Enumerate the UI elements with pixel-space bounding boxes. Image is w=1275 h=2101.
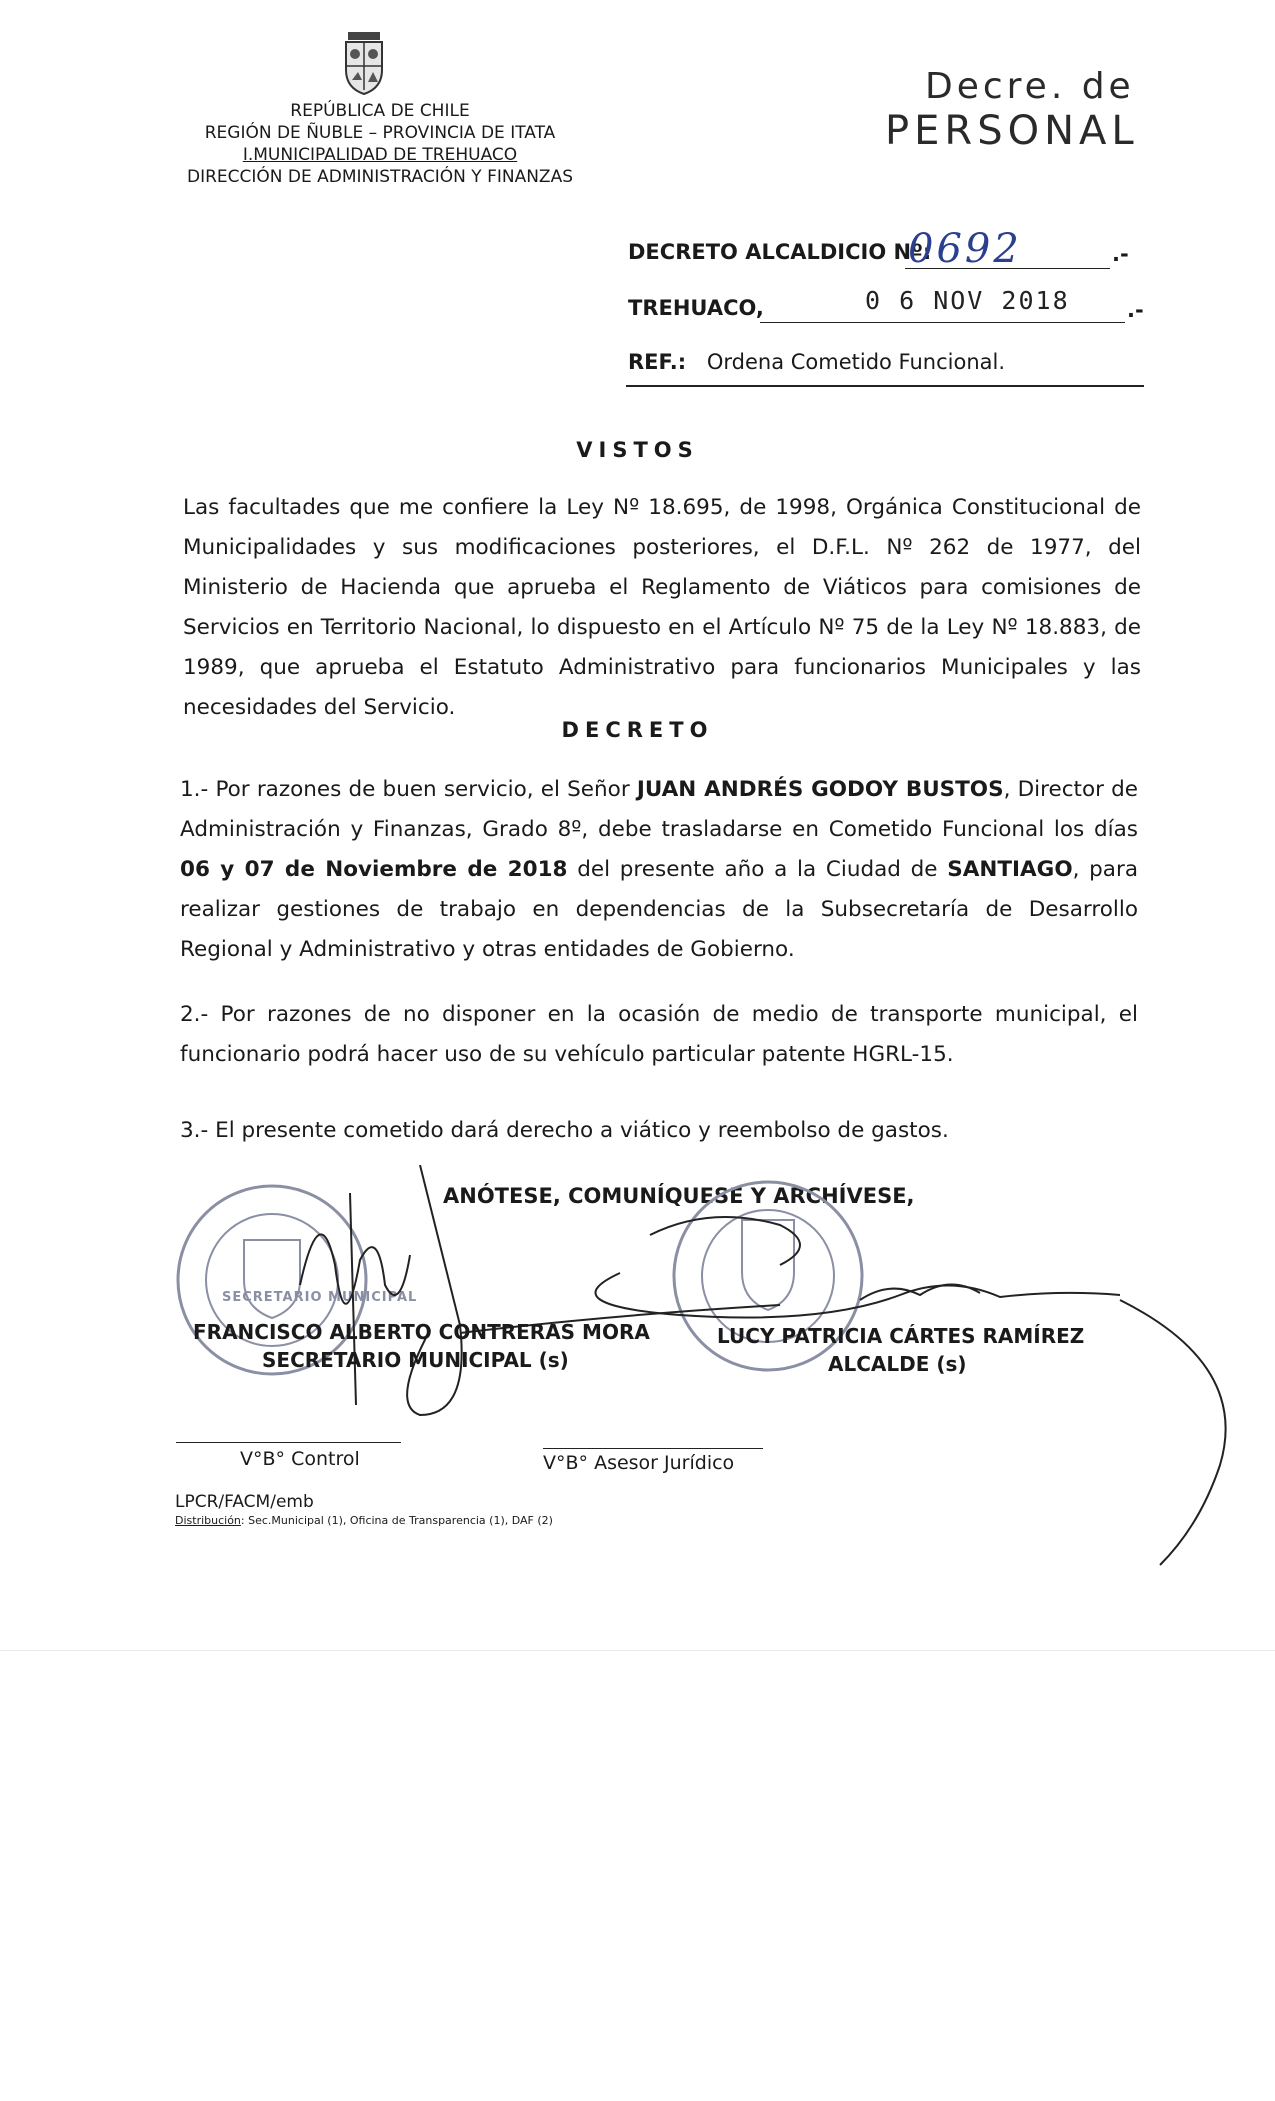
- date-stamp: 0 6 NOV 2018: [865, 286, 1070, 315]
- ref-underline: [626, 385, 1144, 387]
- legal-approval: V°B° Asesor Jurídico: [543, 1452, 735, 1474]
- p1-city: SANTIAGO: [947, 857, 1073, 882]
- p1-part-b: , Director de Administración y Finanzas, Grado 8º, debe trasladarse en Cometido Funcional los días: [180, 777, 1139, 842]
- closing-formula: ANÓTESE, COMUNÍQUESE Y ARCHÍVESE,: [443, 1184, 915, 1208]
- distribution-text: : Sec.Municipal (1), Oficina de Transparencia (1), DAF (2): [240, 1514, 553, 1527]
- stamp-decre-de: Decre. de: [925, 66, 1135, 107]
- left-signatory-title: SECRETARIO MUNICIPAL (s): [262, 1348, 569, 1372]
- control-line: [176, 1442, 401, 1443]
- ref-label: REF.:: [628, 350, 687, 374]
- p1-part-a: 1.- Por razones de buen servicio, el Señor: [180, 777, 637, 802]
- right-signatory-name: LUCY PATRICIA CÁRTES RAMÍREZ: [717, 1324, 1085, 1348]
- decreto-paragraph-3: 3.- El presente cometido dará derecho a viático y reembolso de gastos.: [180, 1118, 949, 1143]
- legal-line: [543, 1448, 763, 1449]
- coat-of-arms-icon: [342, 30, 386, 96]
- left-signatory-name: FRANCISCO ALBERTO CONTRERAS MORA: [193, 1320, 650, 1344]
- blank-area: [0, 1650, 1275, 2101]
- p1-employee-name: JUAN ANDRÉS GODOY BUSTOS: [636, 777, 1004, 802]
- place-suffix: .-: [1127, 298, 1144, 322]
- footer-distribution: [175, 1514, 553, 1527]
- header-block: [150, 100, 610, 188]
- left-seal-text: SECRETARIO MUNICIPAL: [222, 1290, 418, 1305]
- p1-part-d: , para realizar gestiones de trabajo en dependencias de la Subsecretaría de Desarrollo Regional y Administrativo y otras entidades de Gobierno.: [180, 857, 1138, 962]
- stamp-personal: PERSONAL: [885, 108, 1139, 154]
- header-line-region: REGIÓN DE ÑUBLE – PROVINCIA DE ITATA: [204, 123, 556, 143]
- control-approval: V°B° Control: [240, 1448, 360, 1470]
- place-label: TREHUACO,: [628, 296, 764, 320]
- header-line-direction: DIRECCIÓN DE ADMINISTRACIÓN Y FINANZAS: [186, 167, 573, 187]
- decree-number-handwritten: 0692: [908, 226, 1022, 272]
- header-line-municipality: I.MUNICIPALIDAD DE TREHUACO: [242, 145, 518, 165]
- decreto-paragraph-2: 2.- Por razones de no disponer en la ocasión de medio de transporte municipal, el funcionario podrá hacer uso de su vehículo particular patente HGRL-15.: [180, 1002, 1138, 1067]
- ref-row: [628, 350, 1005, 374]
- distribution-label: Distribución: [175, 1514, 241, 1527]
- right-signatory-title: ALCALDE (s): [828, 1352, 967, 1376]
- vistos-text: Las facultades que me confiere la Ley Nº 18.695, de 1998, Orgánica Constitucional de Municipalidades y sus modificaciones posteriores, el D.F.L. Nº 262 de 1977, del Ministerio de Hacienda que aprueba el Reglamento de Viáticos para comisiones de Servicios en Territorio Nacional, lo dispuesto en el Artículo Nº 75 de la Ley Nº 18.883, de 1989, que aprueba el Estatuto Administrativo para funcionarios Municipales y las necesidades del Servicio.: [183, 495, 1141, 720]
- vistos-title: VISTOS: [576, 438, 699, 462]
- decreto-paragraph-1: [180, 770, 1138, 970]
- decreto-title: DECRETO: [561, 718, 714, 742]
- p1-dates: 06 y 07 de Noviembre de 2018: [180, 857, 568, 882]
- decree-number-label: DECRETO ALCALDICIO Nº:: [628, 240, 932, 264]
- p1-part-c: del presente año a la Ciudad de: [567, 857, 948, 882]
- ref-value: Ordena Cometido Funcional.: [706, 350, 1006, 374]
- footer-initials: LPCR/FACM/emb: [175, 1492, 314, 1512]
- date-line: [760, 322, 1125, 323]
- decree-number-suffix: .-: [1112, 242, 1129, 266]
- header-line-republic: REPÚBLICA DE CHILE: [290, 101, 470, 121]
